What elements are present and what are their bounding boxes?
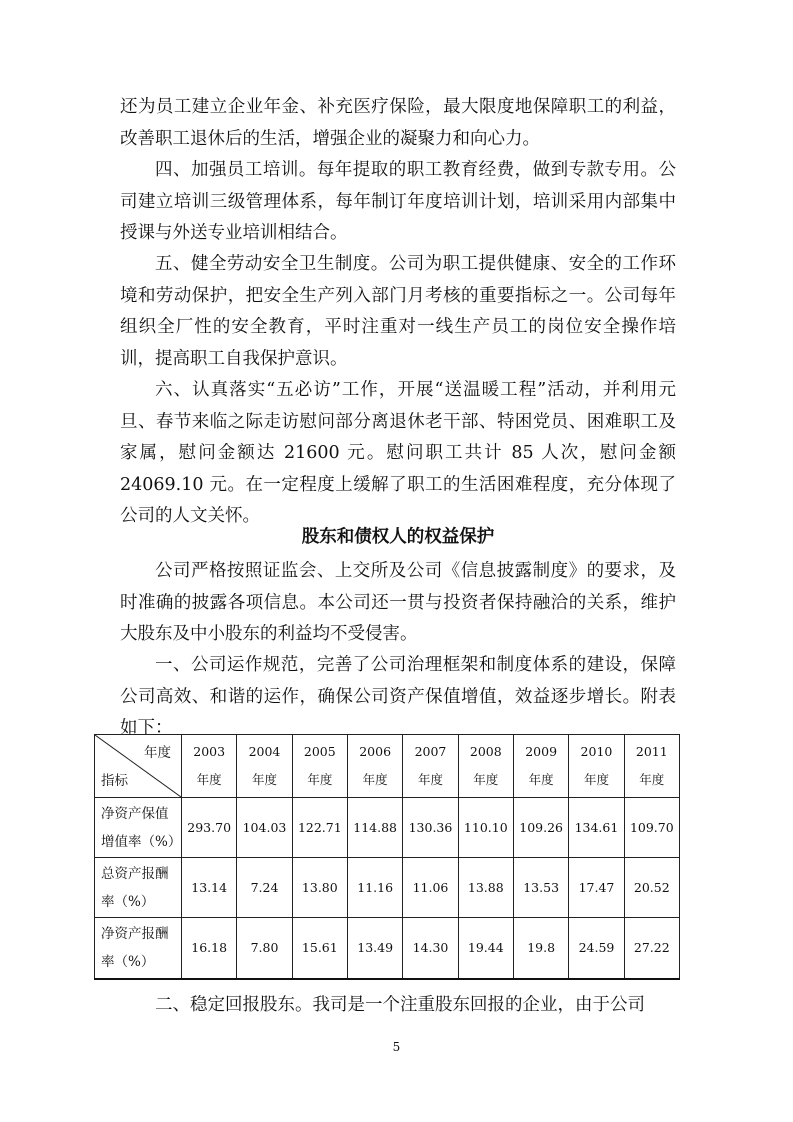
paragraph-shareholder-return: 二、稳定回报股东。我司是一个注重股东回报的企业，由于公司 — [155, 995, 645, 1015]
table-cell: 19.44 — [458, 918, 513, 980]
row-label: 净资产保值 增值率（%） — [95, 798, 182, 858]
table-cell: 11.16 — [347, 858, 402, 918]
diagonal-header-cell — [95, 735, 182, 798]
year-header: 2003 年度 — [182, 735, 237, 798]
table-cell: 20.52 — [624, 858, 679, 918]
table-cell: 130.36 — [403, 798, 458, 858]
table-cell: 109.26 — [513, 798, 568, 858]
table-cell: 13.53 — [513, 858, 568, 918]
paragraph-welfare-continued: 还为员工建立企业年金、补充医疗保险，最大限度地保障职工的利益，改善职工退休后的生活，增强企业的凝聚力和向心力。 — [120, 97, 676, 149]
table-cell: 15.61 — [292, 918, 347, 980]
table-cell: 109.70 — [624, 798, 679, 858]
table-cell: 134.61 — [569, 798, 624, 858]
table-cell: 13.49 — [347, 918, 402, 980]
table-cell: 293.70 — [182, 798, 237, 858]
table-cell: 11.06 — [403, 858, 458, 918]
year-header: 2006 年度 — [347, 735, 402, 798]
corner-label-year: 年度 — [144, 745, 171, 761]
table-cell: 17.47 — [569, 858, 624, 918]
table-cell: 13.14 — [182, 858, 237, 918]
table-cell: 13.80 — [292, 858, 347, 918]
table-cell: 7.80 — [237, 918, 292, 980]
year-header: 2009 年度 — [513, 735, 568, 798]
table-cell: 27.22 — [624, 918, 679, 980]
year-header: 2005 年度 — [292, 735, 347, 798]
table-row — [95, 798, 680, 858]
table-cell: 110.10 — [458, 798, 513, 858]
year-header: 2008 年度 — [458, 735, 513, 798]
table-header-row — [95, 735, 680, 798]
year-header: 2011 年度 — [624, 735, 679, 798]
table-cell: 19.8 — [513, 918, 568, 980]
table-cell: 24.59 — [569, 918, 624, 980]
table-cell: 122.71 — [292, 798, 347, 858]
section-heading: 股东和债权人的权益保护 — [301, 527, 495, 547]
table-cell: 14.30 — [403, 918, 458, 980]
paragraph-visits: 六、认真落实“五必访”工作，开展“送温暖工程”活动，并利用元旦、春节来临之际走访慰问部分离退休老干部、特困党员、困难职工及家属，慰问金额达 21600 元。慰问职工共计 85 人次，慰问金额 24069.10 元。在一定程度上缓解了职工的生活困难程度，充分体现了公司的人文关怀。 — [120, 380, 676, 526]
table-row — [95, 858, 680, 918]
row-label: 总资产报酬 率（%） — [95, 858, 182, 918]
page-number: 5 — [392, 1040, 401, 1054]
table-cell: 104.03 — [237, 798, 292, 858]
table-cell: 7.24 — [237, 858, 292, 918]
table-cell: 13.88 — [458, 858, 513, 918]
year-header: 2004 年度 — [237, 735, 292, 798]
indicator-table — [94, 734, 680, 980]
paragraph-disclosure: 公司严格按照证监会、上交所及公司《信息披露制度》的要求，及时准确的披露各项信息。本公司还一贯与投资者保持融洽的关系，维护大股东及中小股东的利益均不受侵害。 — [120, 561, 676, 644]
paragraph-training: 四、加强员工培训。每年提取的职工教育经费，做到专款专用。公司建立培训三级管理体系，每年制订年度培训计划，培训采用内部集中授课与外送专业培训相结合。 — [120, 160, 676, 243]
corner-label-indicator: 指标 — [101, 773, 128, 789]
year-header: 2010 年度 — [569, 735, 624, 798]
year-header: 2007 年度 — [403, 735, 458, 798]
paragraph-governance: 一、公司运作规范，完善了公司治理框架和制度体系的建设，保障公司高效、和谐的运作，确保公司资产保值增值，效益逐步增长。附表如下： — [120, 655, 676, 738]
paragraph-safety: 五、健全劳动安全卫生制度。公司为职工提供健康、安全的工作环境和劳动保护，把安全生产列入部门月考核的重要指标之一。公司每年组织全厂性的安全教育，平时注重对一线生产员工的岗位安全操作培训，提高职工自我保护意识。 — [120, 254, 676, 369]
table-cell: 16.18 — [182, 918, 237, 980]
table-row — [95, 918, 680, 980]
row-label: 净资产报酬 率（%） — [95, 918, 182, 980]
table-cell: 114.88 — [347, 798, 402, 858]
